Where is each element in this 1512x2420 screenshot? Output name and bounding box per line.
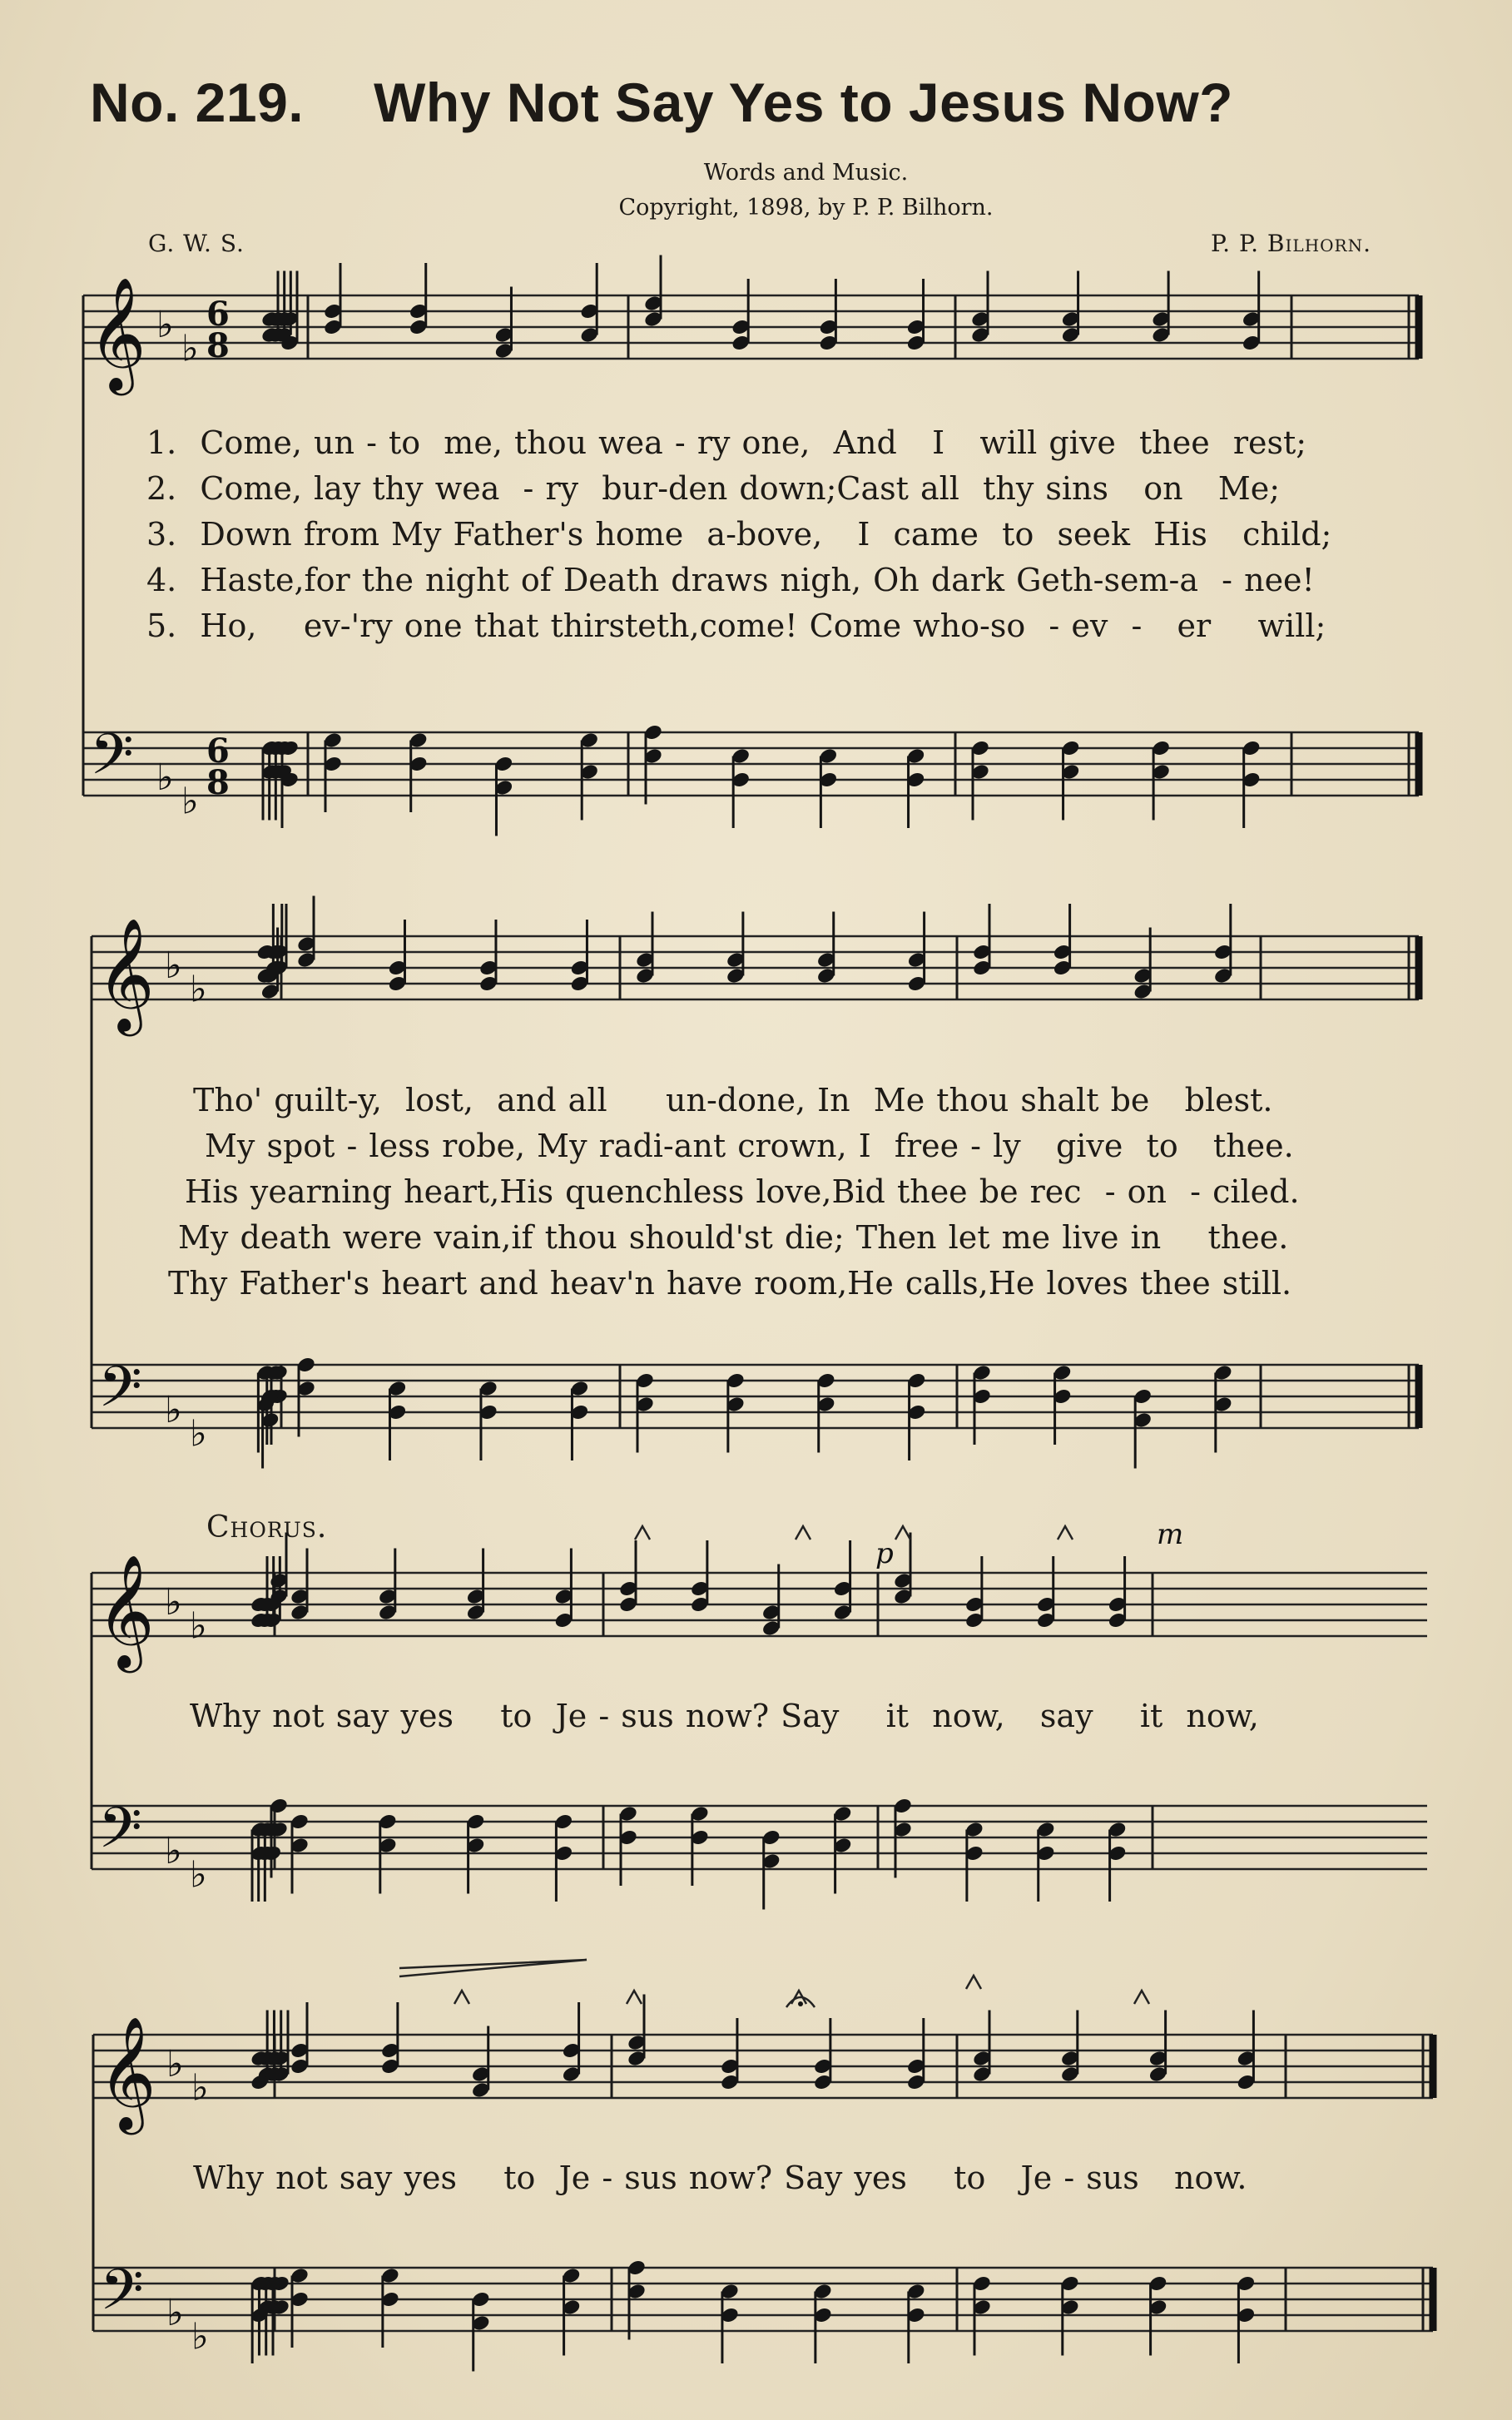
time-sig-bottom: 8 xyxy=(206,326,230,365)
flat-sign: ♭ xyxy=(181,780,199,823)
flat-sign: ♭ xyxy=(165,1581,182,1624)
treble-clef: 𝄞 xyxy=(88,275,146,390)
bass-clef: 𝄢 xyxy=(98,1796,142,1875)
accent-mark xyxy=(1058,1526,1073,1540)
verse-4-line-b: My death were vain,if thou should'st die; Then let me live in thee. xyxy=(178,1219,1289,1256)
treble-clef: 𝄞 xyxy=(97,1553,155,1668)
bass-clef: 𝄢 xyxy=(98,1355,142,1434)
fermata-dot xyxy=(798,2001,803,2006)
verse-2-line-b: My spot - less robe, My radi-ant crown, I free - ly give to thee. xyxy=(205,1128,1294,1164)
verse-3-line-b: His yearning heart,His quenchless love,Bid thee be rec - on - ciled. xyxy=(185,1173,1300,1210)
verse-2-line-a: 2. Come, lay thy wea - ry bur-den down;Cast all thy sins on Me; xyxy=(146,470,1281,507)
verse-5-line-a: 5. Ho, ev-'ry one that thirsteth,come! Come who-so - ev - er will; xyxy=(146,607,1326,644)
chorus-label: Chorus. xyxy=(206,1510,328,1545)
hymn-number: No. 219. xyxy=(90,72,305,133)
flat-sign: ♭ xyxy=(181,327,199,370)
flat-sign: ♭ xyxy=(166,2043,184,2085)
verse-4-line-a: 4. Haste,for the night of Death draws nigh, Oh dark Geth-sem-a - nee! xyxy=(146,562,1315,598)
flat-sign: ♭ xyxy=(190,968,207,1011)
author-music: P. P. Bilhorn. xyxy=(1211,230,1371,257)
accent-mark xyxy=(966,1976,981,1989)
flat-sign: ♭ xyxy=(165,945,182,987)
hymn-title: Why Not Say Yes to Jesus Now? xyxy=(374,72,1234,133)
author-words: G. W. S. xyxy=(148,230,245,257)
staves xyxy=(83,275,1433,2358)
flat-sign: ♭ xyxy=(165,1830,182,1872)
time-sig-top: 6 xyxy=(206,295,230,334)
time-sig-bottom: 8 xyxy=(206,763,230,802)
verse-1-line-b: Tho' guilt-y, lost, and all un-done, In Me thou shalt be blest. xyxy=(193,1082,1273,1118)
bass-clef: 𝄢 xyxy=(100,2258,144,2337)
dynamic-mezzo: m xyxy=(1157,1518,1184,1551)
treble-clef: 𝄞 xyxy=(97,916,155,1031)
credit-words-music: Words and Music. xyxy=(703,160,909,186)
dynamic-piano: p xyxy=(875,1537,894,1570)
flat-sign: ♭ xyxy=(190,1412,207,1455)
flat-sign: ♭ xyxy=(191,2315,209,2358)
crescendo-hairpin xyxy=(399,1960,587,1976)
verse-3-line-a: 3. Down from My Father's home a-bove, I came to seek His child; xyxy=(146,516,1332,553)
flat-sign: ♭ xyxy=(156,756,174,799)
accent-mark xyxy=(635,1526,650,1540)
treble-clef: 𝄞 xyxy=(98,2015,156,2130)
chorus-lyric-2: Why not say yes to Je - sus now? Say yes to Je - sus now. xyxy=(193,2160,1247,2196)
bass-clef: 𝄢 xyxy=(90,722,134,801)
time-sig-top: 6 xyxy=(206,731,230,771)
accent-mark xyxy=(1134,1991,1149,2004)
flat-sign: ♭ xyxy=(190,1853,207,1897)
flat-sign: ♭ xyxy=(190,1604,207,1648)
notation-marks xyxy=(250,255,1262,2372)
accent-mark xyxy=(454,1991,469,2004)
accent-mark xyxy=(895,1526,910,1540)
accent-mark xyxy=(796,1526,811,1540)
chorus-lyric-1: Why not say yes to Je - sus now? Say it now, say it now, xyxy=(190,1698,1259,1734)
flat-sign: ♭ xyxy=(165,1389,182,1431)
flat-sign: ♭ xyxy=(156,304,174,346)
credit-copyright: Copyright, 1898, by P. P. Bilhorn. xyxy=(618,195,994,221)
flat-sign: ♭ xyxy=(166,2292,184,2334)
flat-sign: ♭ xyxy=(191,2066,209,2110)
accent-mark xyxy=(627,1991,642,2004)
verse-1-line-a: 1. Come, un - to me, thou wea - ry one, And I will give thee rest; xyxy=(146,424,1307,461)
verse-5-line-b: Thy Father's heart and heav'n have room,He calls,He loves thee still. xyxy=(168,1265,1292,1302)
